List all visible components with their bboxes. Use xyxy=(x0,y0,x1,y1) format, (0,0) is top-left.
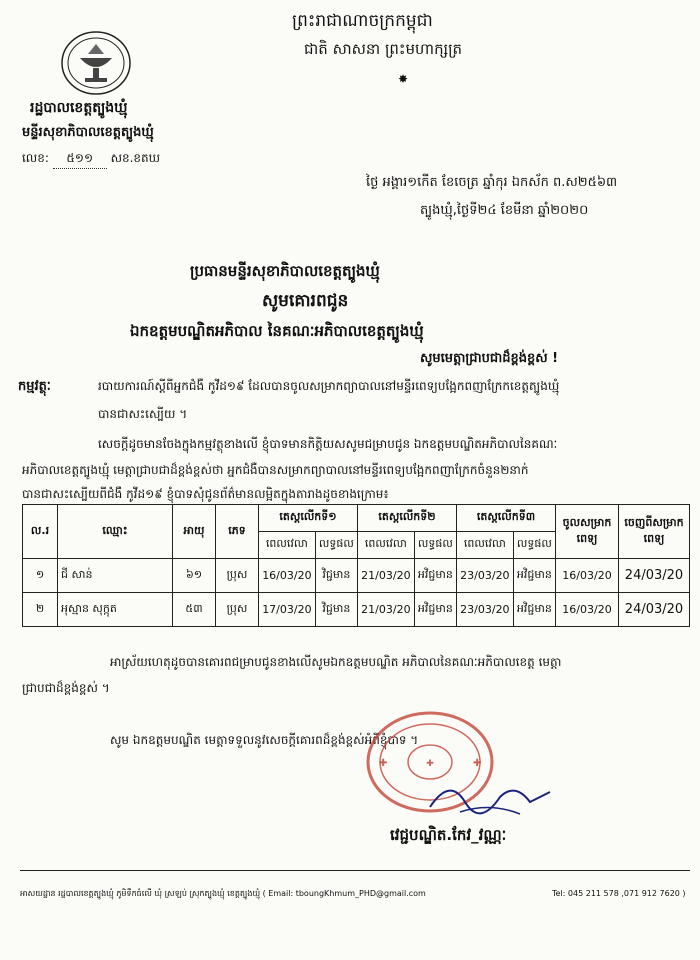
ref-label: លេខ: xyxy=(22,151,49,165)
cell-age: ៥៣ xyxy=(173,593,216,627)
table-header-row xyxy=(23,505,690,532)
cell-t3: 23/03/20 xyxy=(456,559,513,593)
cell-no: ២ xyxy=(23,593,58,627)
svg-text:✚: ✚ xyxy=(379,758,388,769)
recipient-title: ឯកឧត្តមបណ្ឌិតអភិបាល នៃគណៈអភិបាលខេត្តត្បូងឃ្មុំ xyxy=(130,322,424,340)
cell-r1: វិជ្ជមាន xyxy=(315,593,357,627)
sub-time: ពេលវេលា xyxy=(357,532,414,559)
sub-time: ពេលវេលា xyxy=(456,532,513,559)
kingdom-title: ព្រះរាជាណាចក្រកម្ពុជា xyxy=(292,11,433,31)
ref-suffix: សខ.ខតឃ xyxy=(110,151,161,165)
sub-result: លទ្ធផល xyxy=(315,532,357,559)
cell-no: ១ xyxy=(23,559,58,593)
footer-address: អាសយដ្ឋាន រដ្ឋបាលខេត្តត្បូងឃ្មុំ ភូមិទឹកធំលើ ឃុំ ស្រឡប់ ស្រុកត្បូងឃ្មុំ ខេត្តត្បូងឃ្មុំ ( Email: tboungKhmum_PHD@gmail.com xyxy=(20,889,426,898)
sender-title: ប្រធានមន្ទីរសុខាភិបាលខេត្តត្បូងឃ្មុំ xyxy=(190,262,380,280)
solar-date: ត្បូងឃ្មុំ,ថ្ងៃទី២៤ ខែមីនា ឆ្នាំ២០២០ xyxy=(420,203,589,218)
sub-time: ពេលវេលា xyxy=(259,532,316,559)
reference-line xyxy=(22,150,160,169)
cell-discharge: 24/03/20 xyxy=(619,559,690,593)
cell-sex: ប្រុស xyxy=(216,559,259,593)
svg-text:✚: ✚ xyxy=(426,759,434,769)
cell-admit: 16/03/20 xyxy=(556,559,619,593)
patient-table xyxy=(22,504,690,627)
cell-admit: 16/03/20 xyxy=(556,593,619,627)
col-no: ល.រ xyxy=(23,505,58,559)
footer-tel: Tel: 045 211 578 ,071 912 7620 ) xyxy=(552,889,686,898)
col-name: ឈ្មោះ xyxy=(58,505,173,559)
cell-t2: 21/03/20 xyxy=(357,593,414,627)
admin-name: រដ្ឋបាលខេត្តត្បូងឃ្មុំ xyxy=(30,100,128,116)
cell-r3: អវិជ្ជមាន xyxy=(513,559,555,593)
ministry-seal-logo xyxy=(58,28,134,98)
cell-r1: វិជ្ជមាន xyxy=(315,559,357,593)
ref-number: ៥១១ xyxy=(53,150,107,169)
subject-line-1: របាយការណ៍ស្តីពីអ្នកជំងឺ កូវីដ១៩ ដែលបានចូលសម្រាកព្យាបាលនៅមន្ទីរពេទ្យបង្អែកពញាក្រែកខេត្តត្បូងឃ្មុំ xyxy=(98,379,560,393)
respect-line: សូមគោរពជូន xyxy=(262,291,349,311)
cell-r3: អវិជ្ជមាន xyxy=(513,593,555,627)
col-admit: ចូលសម្រាកពេទ្យ xyxy=(556,505,619,559)
paragraph-line-3: បានជាសះស្បើយពីជំងឺ កូវីដ១៩ ខ្ញុំបាទសុំជូនព័ត៌មានលម្អិតក្នុងតារាងដូចខាងក្រោម៖ xyxy=(22,487,389,501)
subject-label: កម្មវត្ថុៈ xyxy=(18,379,51,394)
cell-r2: អវិជ្ជមាន xyxy=(414,559,456,593)
cell-t1: 16/03/20 xyxy=(259,559,316,593)
signatory-name: វេជ្ជបណ្ឌិត.កែវ_វណ្ណៈ xyxy=(390,826,507,844)
paragraph-line-2: អភិបាលខេត្តត្បូងឃ្មុំ មេត្តាជ្រាបជាដ៏ខ្ពង់ខ្ពស់ថា អ្នកជំងឺបានសម្រាកព្យាបាលនៅមន្ទីរពេទ្យបង្អែកពញាក្រែកចំនួន២នាក់ xyxy=(22,463,529,477)
cell-t1: 17/03/20 xyxy=(259,593,316,627)
cell-t3: 23/03/20 xyxy=(456,593,513,627)
col-test2: តេស្តលើកទី២ xyxy=(357,505,456,532)
cell-name: ជី សាន់ xyxy=(58,559,173,593)
ornament-icon: ✸ xyxy=(398,72,409,86)
col-test3: តេស្តលើកទី៣ xyxy=(456,505,555,532)
national-motto: ជាតិ សាសនា ព្រះមហាក្សត្រ xyxy=(304,40,463,58)
lunar-date: ថ្ងៃ អង្គារ១កើត ខែចេត្រ ឆ្នាំកុរ ឯកស័ក ព.ស២៥៦៣ xyxy=(366,175,618,190)
handwritten-signature xyxy=(420,772,560,822)
table-row xyxy=(23,559,690,593)
svg-text:✚: ✚ xyxy=(473,758,482,769)
sub-result: លទ្ធផល xyxy=(513,532,555,559)
closing-line-2: ជ្រាបជាដ៏ខ្ពង់ខ្ពស់ ។ xyxy=(22,681,110,695)
table-row xyxy=(23,593,690,627)
col-test1: តេស្តលើកទី១ xyxy=(259,505,358,532)
cell-sex: ប្រុស xyxy=(216,593,259,627)
subject-line-2: បានជាសះស្បើយ ។ xyxy=(98,407,188,421)
closing-line-3: សូម ឯកឧត្តមបណ្ឌិត មេត្តាទទួលនូវសេចក្តីគោរពដ៏ខ្ពង់ខ្ពស់អំពីខ្ញុំបាទ ។ xyxy=(110,733,419,747)
col-age: អាយុ xyxy=(173,505,216,559)
cell-name: អុស្មាន សុក្កុត xyxy=(58,593,173,627)
cell-r2: អវិជ្ជមាន xyxy=(414,593,456,627)
closing-line-1: អាស្រ័យហេតុដូចបានគោរពជម្រាបជូនខាងលើសូមឯកឧត្តមបណ្ឌិត អភិបាលនៃគណៈអភិបាលខេត្ត មេត្តា xyxy=(110,655,562,669)
sub-result: លទ្ធផល xyxy=(414,532,456,559)
cell-discharge: 24/03/20 xyxy=(619,593,690,627)
col-discharge: ចេញពីសម្រាកពេទ្យ xyxy=(619,505,690,559)
paragraph-line-1: សេចក្តីដូចមានចែងក្នុងកម្មវត្ថុខាងលើ ខ្ញុំបាទមានកិត្តិយសសូមជម្រាបជូន ឯកឧត្តមបណ្ឌិតអភិបាលនៃគណៈ xyxy=(98,437,558,451)
cell-t2: 21/03/20 xyxy=(357,559,414,593)
col-sex: ភេទ xyxy=(216,505,259,559)
cell-age: ៦១ xyxy=(173,559,216,593)
footer-divider xyxy=(20,870,690,871)
department-name: មន្ទីរសុខាភិបាលខេត្តត្បូងឃ្មុំ xyxy=(22,125,154,140)
request-line: សូមមេត្តាជ្រាបជាដ៏ខ្ពង់ខ្ពស់ ! xyxy=(420,351,559,366)
